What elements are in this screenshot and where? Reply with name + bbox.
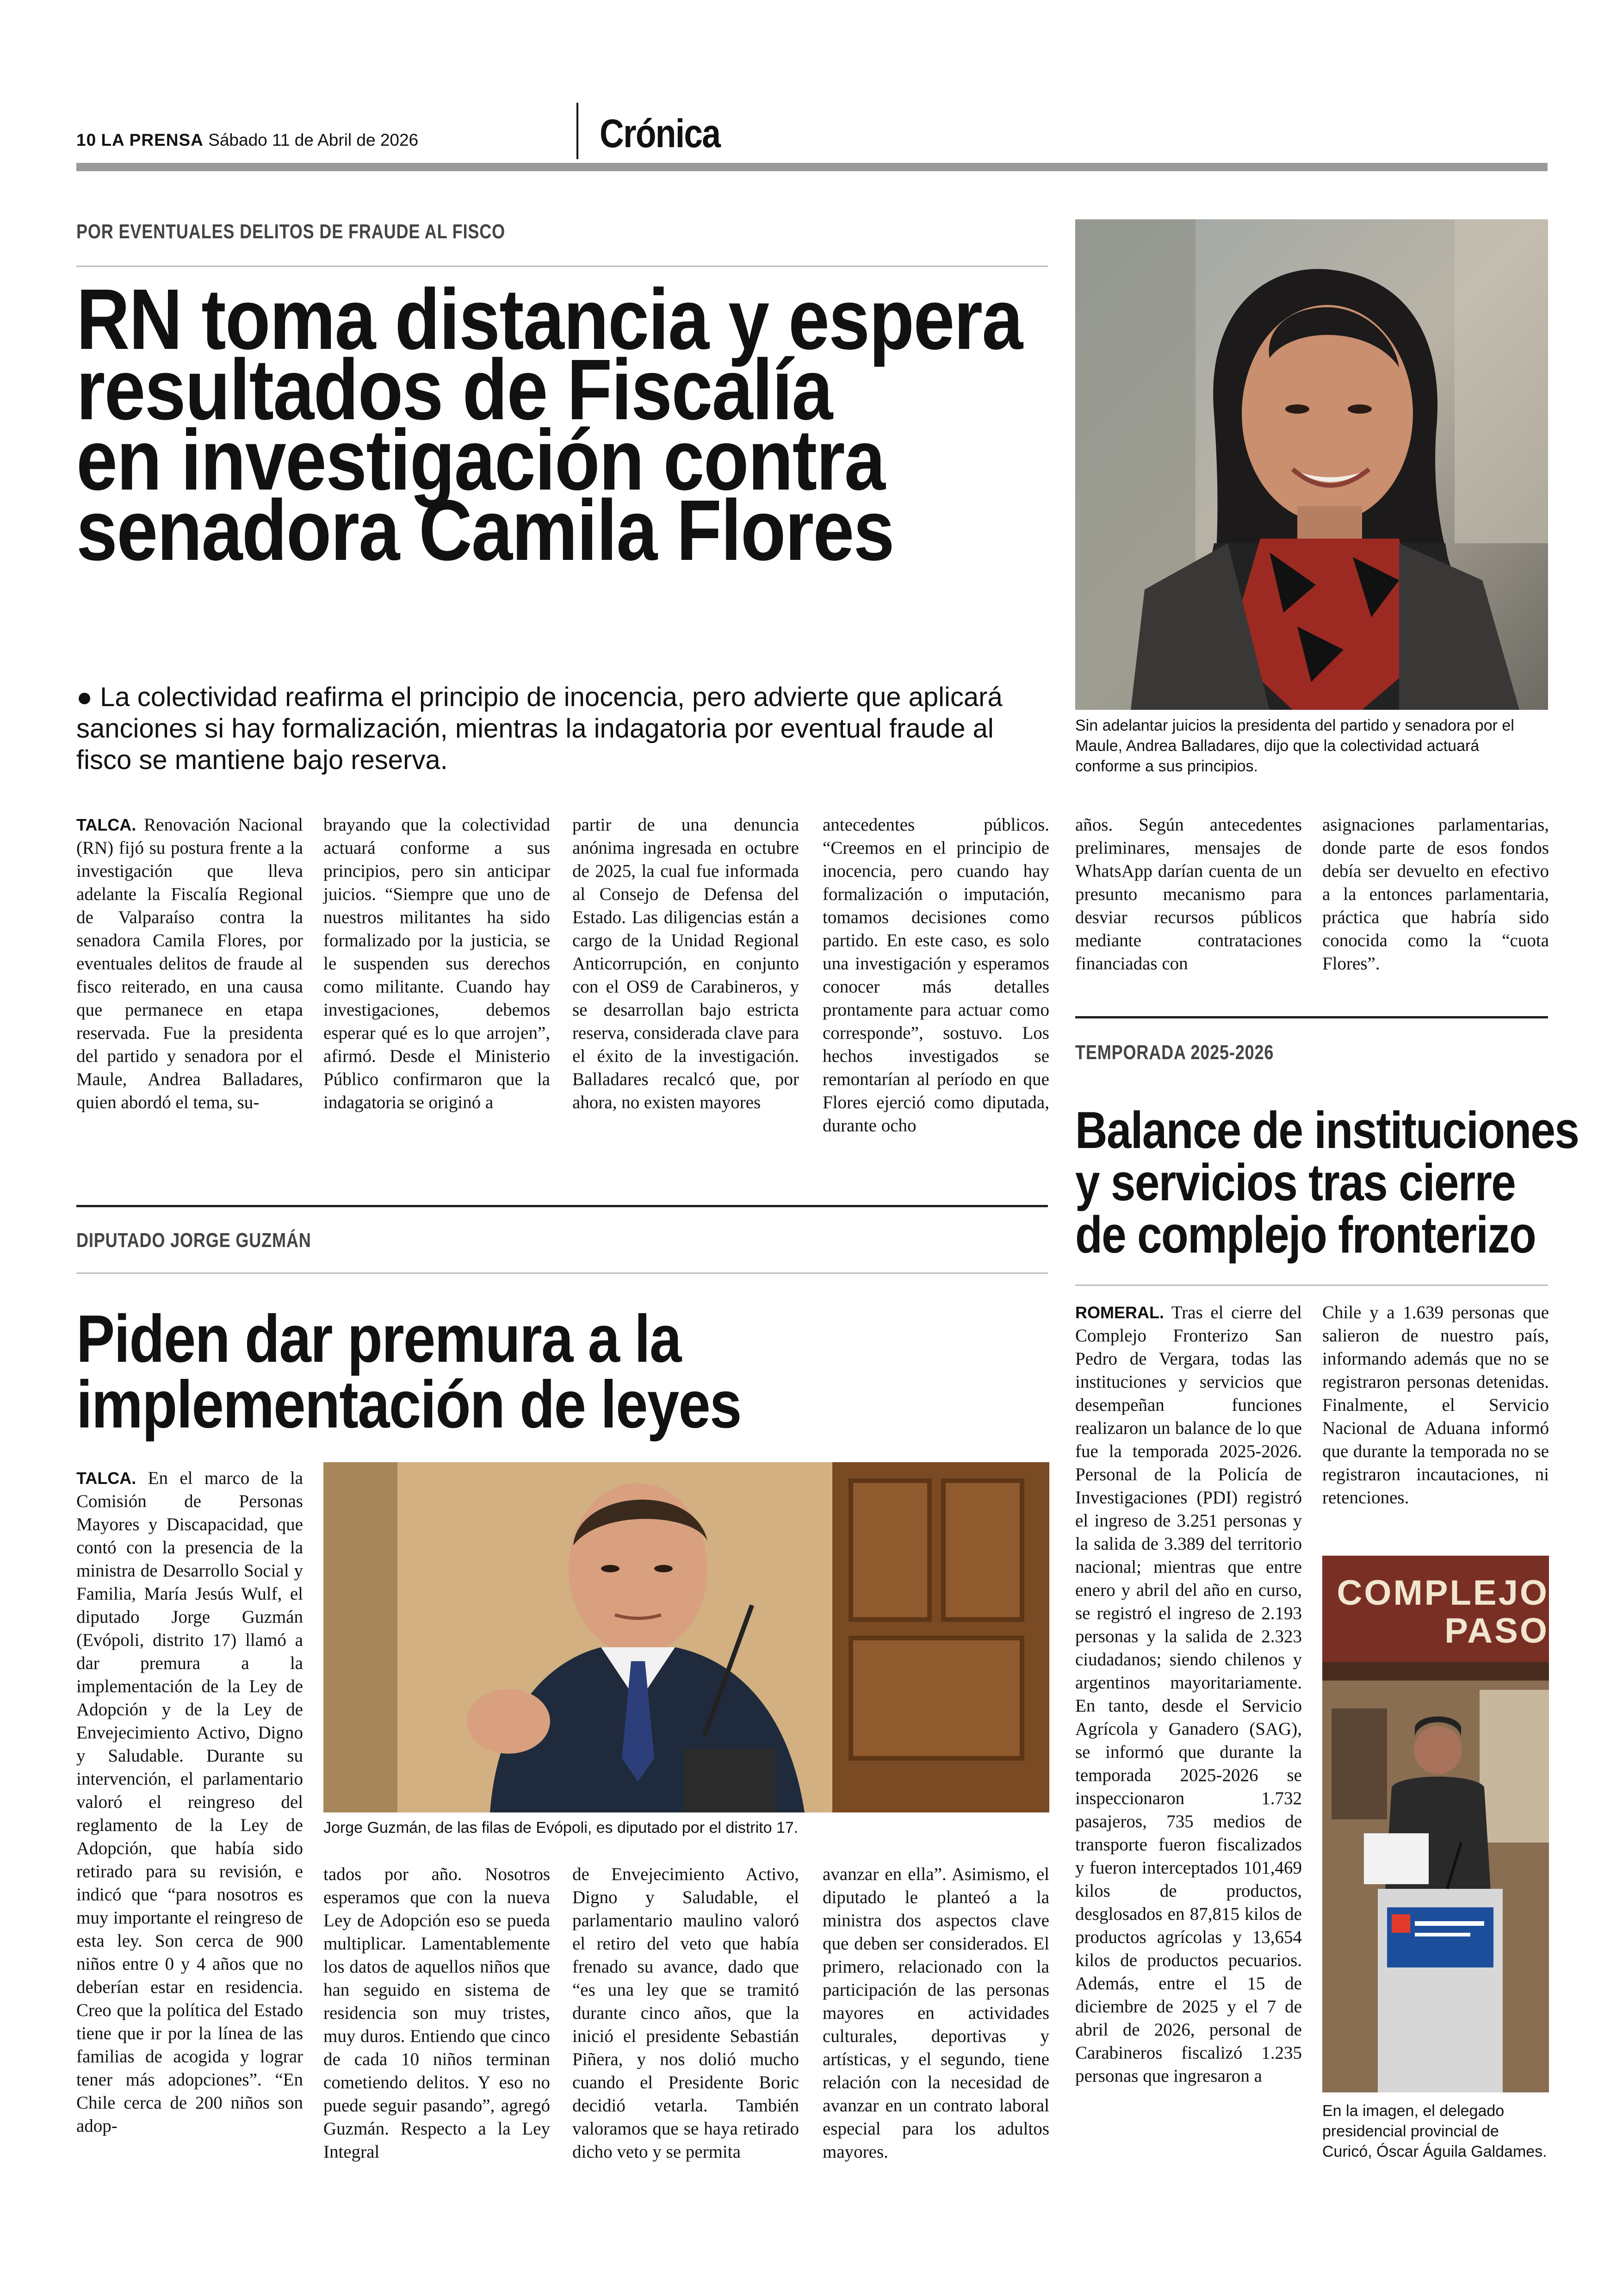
article2-photo-caption: Jorge Guzmán, de las filas de Evópoli, es diputado por el distrito 17. — [323, 1819, 799, 1837]
article1-dateline: TALCA. — [76, 815, 136, 834]
section-title: Crónica — [600, 112, 720, 156]
article2-kicker-rule — [76, 1272, 1048, 1274]
senator-portrait-image — [1075, 219, 1548, 710]
article1-column: brayando que la colectividad actuará conforme a sus principios, pero sin anticipar juicios. “Siempre que uno de nuestros militantes ha sido formalizado por la justicia, se le suspenden sus derechos como militante. Cuando hay investigaciones, debemos esperar qué es lo que arrojen”, afirmó. Desde el Ministerio Público confirmaron que la indagatoria se originó a — [323, 815, 550, 1112]
article2-column-text: En el marco de la Comisión de Personas Mayores y Discapacidad, que contó con la presencia de la ministra de Desarrollo Social y Familia, María Jesús Wulf, el diputado Jorge Guzmán (Evópoli, distrito 17) llamó a dar premura a la implementación de la Ley de Adopción y de la Ley de Envejecimiento Activo, Digno y Saludable. Durante su intervención, el parlamentario valoró el reingreso del reglamento de la Ley de Adopción, que había sido retirado para su revisión, e indicó que “para nosotros es muy importante el reingreso de esta ley. Son cerca de 900 niños entre 0 y 4 años que no deberían estar en residencia. Creo que la política del Estado tiene que ir por la línea de las familias de acogida y lograr tener más adopciones”. “En Chile cerca de 200 niños son adop- — [76, 1468, 303, 2136]
article1-headline-line: senadora Camila Flores — [76, 483, 894, 578]
article3-photo-caption: En la imagen, el delegado presidencial provincial de Curicó, Óscar Águila Galdames. — [1322, 2102, 1547, 2160]
article2-dateline: TALCA. — [76, 1469, 136, 1488]
article3-headline — [1075, 1101, 1579, 1264]
article1-headline-line: RN toma distancia y espera — [76, 272, 1022, 367]
article1-column — [76, 813, 303, 1165]
article3-headline-line: de complejo fronterizo — [1075, 1206, 1536, 1264]
article2-kicker: DIPUTADO JORGE GUZMÁN — [76, 1229, 311, 1252]
article1-headline-line: resultados de Fiscalía — [76, 342, 832, 438]
header-separator — [576, 103, 578, 159]
article3-top-rule — [1075, 1016, 1548, 1018]
article1-photo — [1075, 219, 1548, 710]
article3-column: Chile y a 1.639 personas que salieron de nuestro país, informando además que no se registraron personas detenidas. Finalmente, el Servicio Nacional de Aduana informó que durante la temporada no se registraron incautaciones, ni retenciones. — [1322, 1303, 1549, 1508]
article2-column — [76, 1467, 303, 2198]
article2-column: de Envejecimiento Activo, Digno y Saludable, el parlamentario maulino valoró el retiro del veto que había frenado su avance, dado que “es una ley que se tramitó durante cinco años, que la inició el presidente Sebastián Piñera, y nos dolió mucho cuando el Presidente Boric decidió vetarla. También valoramos que se haya retirado dicho veto y se permita — [572, 1864, 799, 2162]
article3-column-text: Tras el cierre del Complejo Fronterizo San Pedro de Vergara, todas las instituciones y servicios que desempeñan funciones realizaron un balance de lo que fue la temporada 2025-2026. Personal de la Policía de Investigaciones (PDI) registró el ingreso de 3.251 personas y la salida de 3.389 del territorio nacional; mientras que entre enero y abril del año en curso, se registró el ingreso de 2.193 personas y la salida de 2.323 ciudadanos; siendo chilenos y argentinos mayoritariamente. En tanto, desde el Servicio Agrícola y Ganadero (SAG), se informó que durante la temporada 2025-2026 se inspeccionaron 1.732 pasajeros, 735 medios de transporte fueron fiscalizados y fueron interceptados 101,469 kilos de productos, desglosados en 87,815 kilos de productos agrícolas y 13,654 kilos de productos pecuarios. Además, entre el 15 de diciembre de 2025 y el 7 de abril de 2026, personal de Carabineros fiscalizó 1.235 personas que ingresaron a — [1075, 1303, 1302, 2086]
page-folio — [76, 130, 418, 150]
article1-kicker-rule — [76, 266, 1048, 267]
article2-column: tados por año. Nosotros esperamos que con la nueva Ley de Adopción eso se pueda multiplicar. Lamentablemente los datos de aquellos niños que han seguido en sistema de residencia son muy tristes, muy duros. Entiendo que cinco de cada 10 niños terminan cometiendo delitos. Y eso no puede seguir pasando”, agregó Guzmán. Respecto a la Ley Integral — [323, 1864, 550, 2162]
article1-column-text: Renovación Nacional (RN) fijó su postura frente a la investigación que lleva adelante la Fiscalía Regional de Valparaíso contra la senadora Camila Flores, por eventuales delitos de fraude al fisco reiterado, en una causa que permanece en etapa reservada. Fue la presidenta del partido y senadora por el Maule, Andrea Balladares, quien abordó el tema, su- — [76, 815, 303, 1112]
article1-headline-line: en investigación contra — [76, 412, 885, 508]
article3-dateline: ROMERAL. — [1075, 1303, 1164, 1322]
article2-headline — [76, 1301, 741, 1442]
article2-headline-line: Piden dar premura a la — [76, 1301, 681, 1376]
article2-headline-line: implementación de leyes — [76, 1367, 741, 1442]
article3-headline-line: y servicios tras cierre — [1075, 1154, 1516, 1211]
paper-name: LA PRENSA — [101, 130, 204, 149]
article2-top-rule — [76, 1205, 1048, 1207]
article3-photo — [1322, 1556, 1561, 2092]
article2-column: avanzar en ella”. Asimismo, el diputado le planteó a la ministra dos aspectos clave que deben ser considerados. El primero, relacionado con la participación de las personas mayores en actividades culturales, deportivas y artísticas, y el segundo, tiene relación con la necesidad de avanzar en un contrato laboral especial para los adultos mayores. — [823, 1864, 1049, 2162]
article1-column: partir de una denuncia anónima ingresada en octubre de 2025, la cual fue informada al Consejo de Defensa del Estado. Las diligencias están a cargo de la Unidad Regional Anticorrupción, en conjunto con el OS9 de Carabineros, y se desarrollan bajo estricta reserva, considerada clave para el éxito de la investigación. Balladares recalcó que, por ahora, no existen mayores — [572, 815, 799, 1112]
article1-column: antecedentes públicos. “Creemos en el principio de inocencia, pero cuando hay formalización o imputación, tomamos decisiones como partido. En este caso, es solo una investigación y esperamos conocer más detalles prontamente para actuar como corresponde”, sostuvo. Los hechos investigados se remontarían al período en que Flores ejerció como diputada, durante ocho — [823, 815, 1049, 1136]
page-number: 10 — [76, 130, 97, 149]
article1-kicker: POR EVENTUALES DELITOS DE FRAUDE AL FISCO — [76, 220, 506, 243]
article2-photo — [323, 1462, 1049, 1812]
article1-photo-caption: Sin adelantar juicios la presidenta del partido y senadora por el Maule, Andrea Balladares, dijo que la colectividad actuará conforme a sus principios. — [1075, 717, 1514, 775]
article1-deck: ● La colectividad reafirma el principio de inocencia, pero advierte que aplicará sanciones si hay formalización, mientras la indagatoria por eventual fraude al fisco se mantiene bajo reserva. — [76, 682, 1003, 775]
header-bar — [76, 163, 1548, 171]
article1-headline — [76, 272, 1022, 578]
article3-kicker: TEMPORADA 2025-2026 — [1075, 1041, 1274, 1064]
deputy-portrait-image — [323, 1462, 1049, 1812]
issue-date: Sábado 11 de Abril de 2026 — [208, 130, 419, 149]
article3-headline-rule — [1075, 1285, 1548, 1286]
article1-column: años. Según antecedentes preliminares, mensajes de WhatsApp darían cuenta de un presunto mecanismo para desviar recursos públicos mediante contrataciones financiadas con — [1075, 815, 1302, 974]
article1-column: asignaciones parlamentarias, donde parte de esos fondos debía ser devuelto en efectivo a la entonces parlamentaria, práctica que habría sido conocida como la “cuota Flores”. — [1322, 815, 1549, 974]
article3-headline-line: Balance de instituciones — [1075, 1101, 1579, 1159]
article3-column — [1075, 1301, 1302, 2199]
photo-sign-text: COMPLEJO PASO — [1337, 1573, 1561, 1651]
